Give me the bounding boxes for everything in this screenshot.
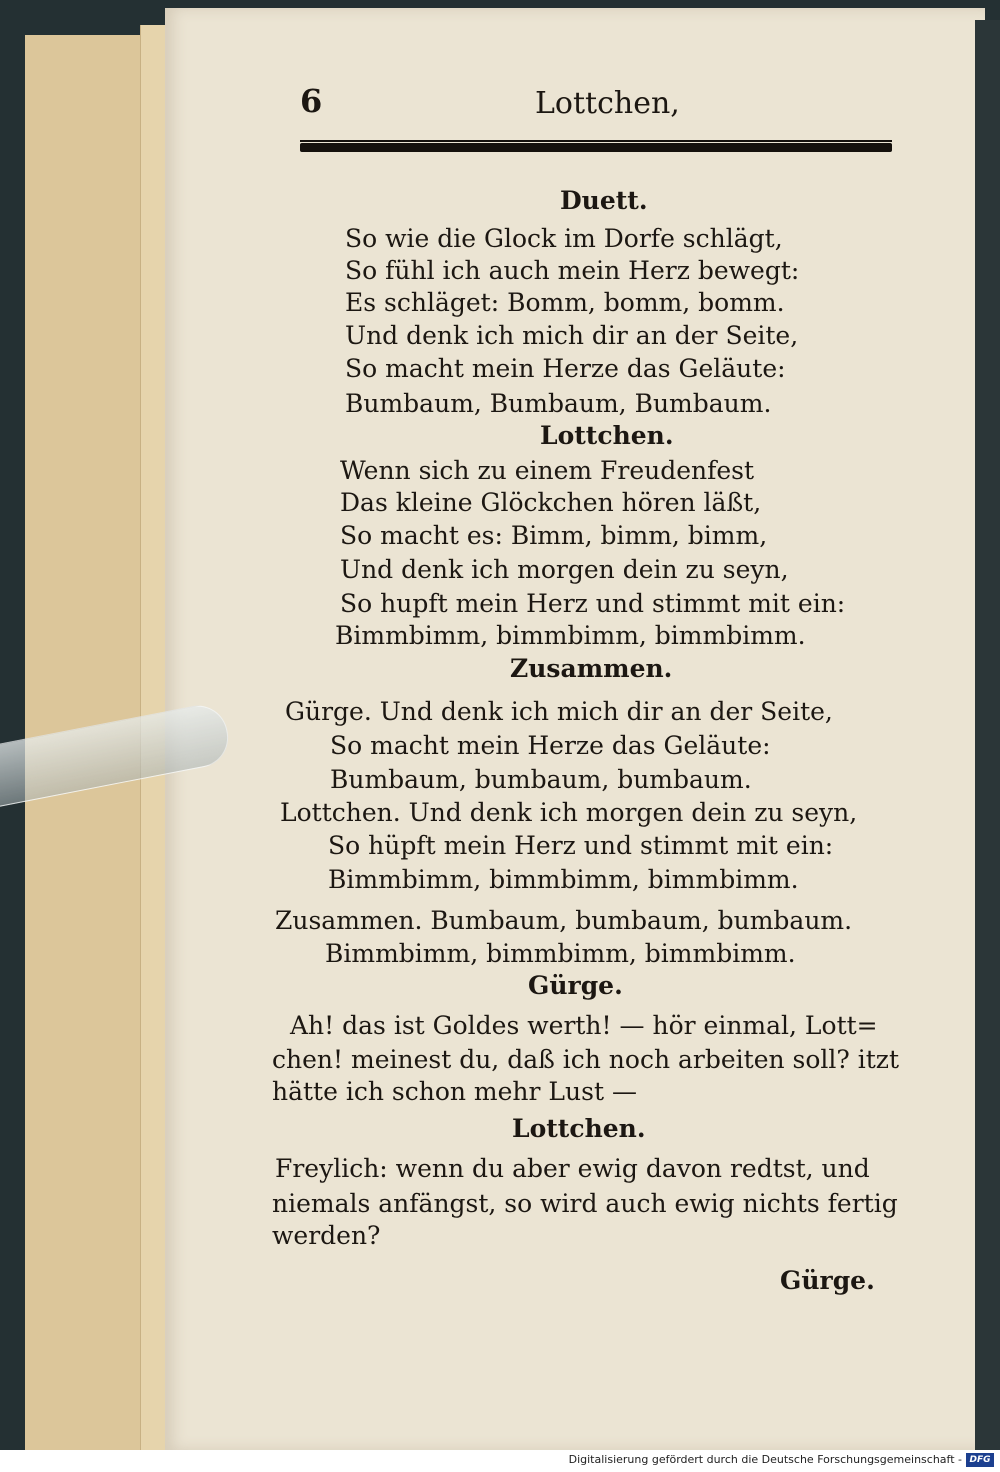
dfg-logo-icon: DFG — [966, 1453, 994, 1467]
header-rule — [300, 143, 892, 152]
verse-line: So macht es: Bimm, bimm, bimm, — [340, 521, 768, 550]
verse-line: Gürge. Und denk ich mich dir an der Seite, — [285, 697, 833, 726]
verse-line: Bimmbimm, bimmbimm, bimmbimm. — [335, 621, 806, 650]
verse-line: Bimmbimm, bimmbimm, bimmbimm. — [325, 939, 796, 968]
scan-right-edge — [975, 20, 1000, 1450]
verse-line: So hupft mein Herz und stimmt mit ein: — [340, 589, 846, 618]
heading-duett: Duett. — [560, 186, 648, 215]
verse-line: So hüpft mein Herz und stimmt mit ein: — [328, 831, 834, 860]
prose-line: hätte ich schon mehr Lust — — [272, 1077, 637, 1106]
verse-line: Bumbaum, Bumbaum, Bumbaum. — [345, 389, 772, 418]
header-rule-thin — [300, 140, 892, 142]
verse-line: So macht mein Herze das Geläute: — [345, 354, 786, 383]
verse-line: Wenn sich zu einem Freudenfest — [340, 456, 755, 485]
verse-line: So macht mein Herze das Geläute: — [330, 731, 771, 760]
speaker-heading: Gürge. — [528, 971, 623, 1000]
verse-line: Das kleine Glöckchen hören läßt, — [340, 488, 762, 517]
prose-line: Ah! das ist Goldes werth! — hör einmal, Lott= — [290, 1011, 878, 1040]
verse-line: Und denk ich morgen dein zu seyn, — [340, 555, 789, 584]
prose-line: chen! meinest du, daß ich noch arbeiten soll? itzt — [272, 1045, 900, 1074]
running-title: Lottchen, — [535, 86, 680, 121]
verse-line: Lottchen. Und denk ich morgen dein zu seyn, — [280, 798, 858, 827]
speaker-heading: Lottchen. — [540, 421, 674, 450]
verse-line: Zusammen. Bumbaum, bumbaum, bumbaum. — [275, 906, 853, 935]
verse-line: Und denk ich mich dir an der Seite, — [345, 321, 799, 350]
prose-line: niemals anfängst, so wird auch ewig nichts fertig — [272, 1189, 898, 1218]
verse-line: So wie die Glock im Dorfe schlägt, — [345, 224, 783, 253]
verse-line: So fühl ich auch mein Herz bewegt: — [345, 256, 800, 285]
verse-line: Bimmbimm, bimmbimm, bimmbimm. — [328, 865, 799, 894]
verse-line: Es schläget: Bomm, bomm, bomm. — [345, 288, 785, 317]
speaker-heading: Lottchen. — [512, 1114, 646, 1143]
catchword: Gürge. — [780, 1266, 875, 1295]
footer-credit: Digitalisierung gefördert durch die Deutsche Forschungsgemeinschaft - — [568, 1453, 962, 1466]
speaker-heading: Zusammen. — [510, 654, 673, 683]
prose-line: Freylich: wenn du aber ewig davon redtst, und — [275, 1154, 870, 1183]
page-number: 6 — [300, 82, 323, 120]
verse-line: Bumbaum, bumbaum, bumbaum. — [330, 765, 752, 794]
prose-line: werden? — [272, 1221, 381, 1250]
